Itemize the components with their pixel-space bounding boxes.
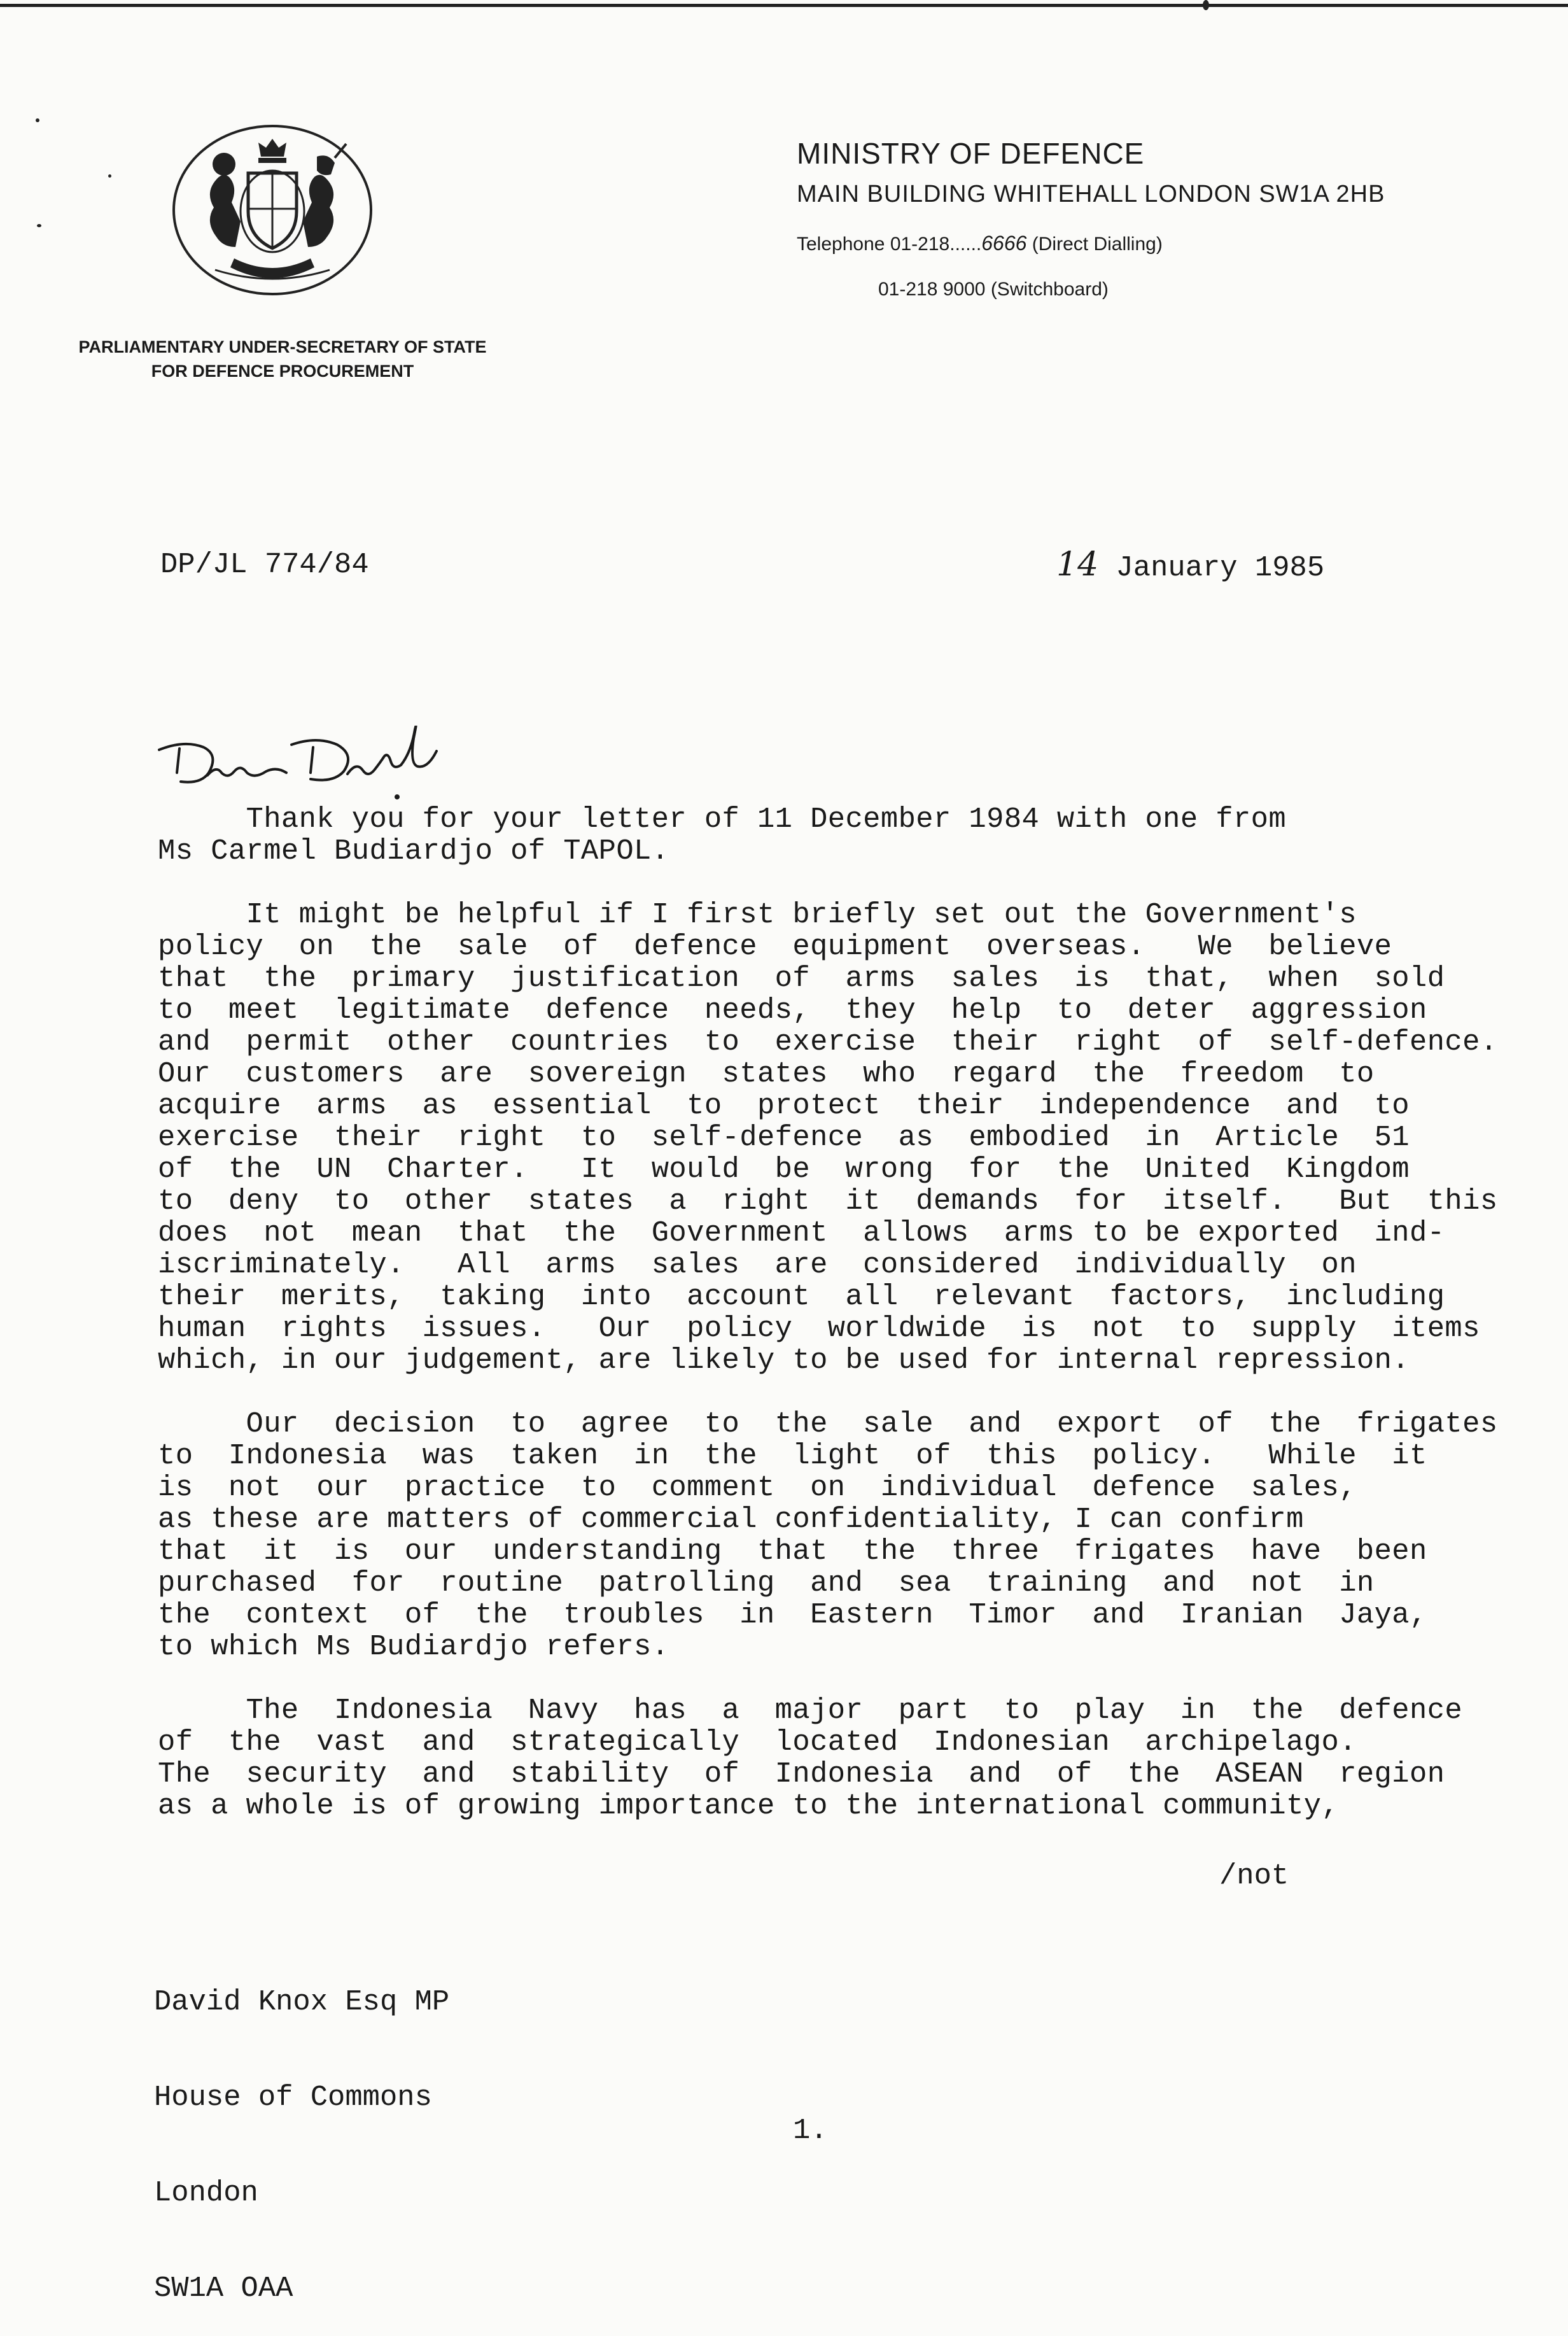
body-line: human rights issues. Our policy worldwide is not to supply items <box>158 1312 1480 1345</box>
telephone-dots: ...... <box>949 234 982 255</box>
body-line: to which Ms Budiardjo refers. <box>158 1630 669 1663</box>
top-edge-rule <box>0 4 1568 7</box>
office-title-line-2: FOR DEFENCE PROCUREMENT <box>151 361 414 381</box>
body-line: and permit other countries to exercise their right of self-defence. <box>158 1025 1498 1059</box>
recipient-line: SW1A OAA <box>154 2272 293 2305</box>
body-line: Our decision to agree to the sale and export of the frigates <box>158 1407 1498 1440</box>
recipient-address <box>154 1922 449 2336</box>
body-line: policy on the sale of defence equipment overseas. We believe <box>158 930 1392 963</box>
body-line: to deny to other states a right it demands for itself. But this <box>158 1185 1498 1218</box>
body-line: of the UN Charter. It would be wrong for the United Kingdom <box>158 1153 1410 1186</box>
telephone-direct-note: (Direct Dialling) <box>1032 234 1163 255</box>
body-line: Our customers are sovereign states who regard the freedom to <box>158 1057 1375 1090</box>
continuation-marker: /not <box>1219 1859 1289 1892</box>
letter-date <box>1056 545 1325 584</box>
paragraph-3 <box>158 1407 1498 1663</box>
telephone-label: Telephone <box>797 234 885 255</box>
body-line: iscriminately. All arms sales are considered individually on <box>158 1248 1357 1281</box>
paragraph-4 <box>158 1694 1488 1822</box>
body-line: does not mean that the Government allows arms to be exported ind- <box>158 1216 1445 1249</box>
recipient-line: House of Commons <box>154 2081 432 2114</box>
recipient-line: David Knox Esq MP <box>154 1985 450 2018</box>
office-title <box>53 335 512 384</box>
body-line: The security and stability of Indonesia and of the ASEAN region <box>158 1757 1445 1791</box>
scan-speck <box>1203 0 1209 10</box>
body-line: as a whole is of growing importance to the international community, <box>158 1789 1340 1822</box>
switchboard-line: 01-218 9000 (Switchboard) <box>878 279 1109 300</box>
date-month-year: January 1985 <box>1116 551 1325 584</box>
telephone-line <box>797 232 1163 255</box>
scan-speck <box>108 174 111 178</box>
reference-number: DP/JL 774/84 <box>160 548 369 581</box>
ministry-name: MINISTRY OF DEFENCE <box>797 137 1145 170</box>
recipient-line: London <box>154 2176 258 2209</box>
body-line: to Indonesia was taken in the light of this policy. While it <box>158 1439 1427 1472</box>
body-line: of the vast and strategically located Indonesian archipelago. <box>158 1726 1357 1759</box>
body-line: that it is our understanding that the three frigates have been <box>158 1535 1427 1568</box>
body-line: to meet legitimate defence needs, they help to deter aggression <box>158 994 1427 1027</box>
body-line: is not our practice to comment on individual defence sales, <box>158 1471 1357 1504</box>
body-line: their merits, taking into account all relevant factors, including <box>158 1280 1445 1313</box>
body-line: that the primary justification of arms sales is that, when sold <box>158 962 1445 995</box>
telephone-extension: 6666 <box>981 232 1027 255</box>
body-line: purchased for routine patrolling and sea training and not in <box>158 1566 1375 1600</box>
letter-body <box>158 803 1498 1854</box>
ministry-address: MAIN BUILDING WHITEHALL LONDON SW1A 2HB <box>797 181 1385 208</box>
date-day-handwritten: 14 <box>1056 545 1099 584</box>
handwritten-salutation-signature <box>146 726 490 802</box>
paragraph-1 <box>158 803 1488 867</box>
paragraph-2 <box>158 898 1498 1377</box>
body-line: exercise their right to self-defence as embodied in Article 51 <box>158 1121 1410 1154</box>
body-line: acquire arms as essential to protect their independence and to <box>158 1089 1410 1122</box>
body-line: It might be helpful if I first briefly set out the Government's <box>158 898 1357 931</box>
office-title-line-1: PARLIAMENTARY UNDER-SECRETARY OF STATE <box>78 337 487 356</box>
body-line: The Indonesia Navy has a major part to play in the defence <box>158 1694 1463 1727</box>
body-line: Thank you for your letter of 11 December 1984 with one from <box>158 803 1287 836</box>
telephone-prefix: 01-218 <box>890 234 950 255</box>
page-number: 1. <box>793 2114 828 2147</box>
scan-speck <box>36 118 39 122</box>
body-line: which, in our judgement, are likely to be used for internal repression. <box>158 1344 1410 1377</box>
body-line: Ms Carmel Budiardjo of TAPOL. <box>158 834 669 868</box>
body-line: as these are matters of commercial confidentiality, I can confirm <box>158 1503 1304 1536</box>
scan-speck <box>37 224 41 227</box>
body-line: the context of the troubles in Eastern Timor and Iranian Jaya, <box>158 1598 1427 1631</box>
royal-coat-of-arms-icon <box>171 122 374 298</box>
